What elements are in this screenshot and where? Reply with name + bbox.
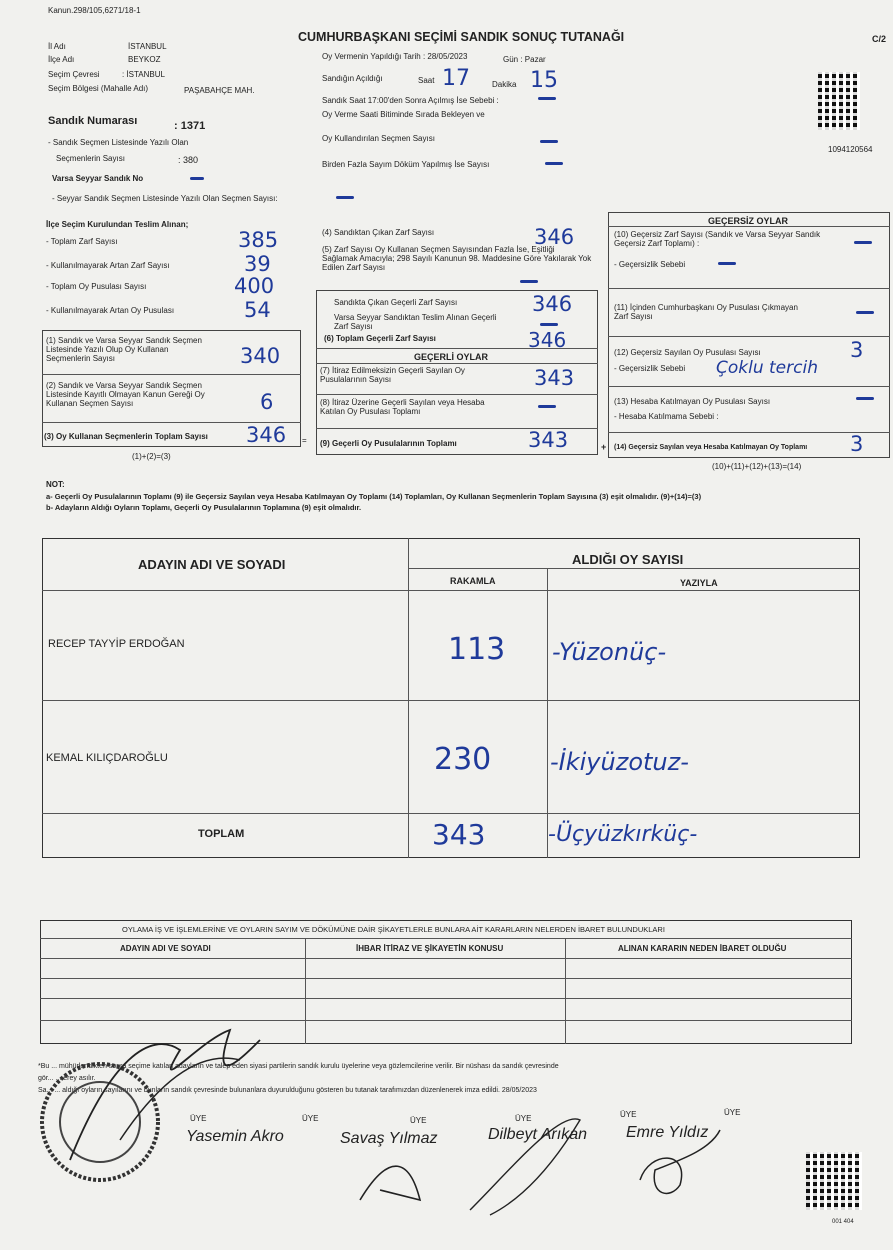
r7-label: (7) İtiraz Edilmeksizin Geçerli Sayılan Oy Pusulalarının Sayısı — [320, 366, 465, 384]
r4-value: 346 — [534, 225, 575, 249]
dakika-value: 15 — [530, 68, 558, 93]
signature-4: Emre Yıldız — [626, 1124, 709, 1141]
equals-sign: = — [302, 436, 307, 445]
r8-label: (8) İtiraz Üzerine Geçerli Sayılan veya Hesaba Katılan Oy Pusulası Toplamı — [320, 398, 485, 416]
footer-text-1: *Bu ... mühürlendikten sonra seçime katılan adayların ve talep eden siyasi partilerin sandık kurulu üyelerine veya gözlemcilerine verilir. Bir nüshası da sandık çevresinde — [38, 1063, 559, 1070]
footer-text-3: Sa... ... aldığı oyların sayılarını ve bunların sandık çevresinde bulunanlara duyurulduğunu gösteren bu tutanak tarafımızdan düzenlenerek imza edildi. 28/05/2023 — [38, 1087, 537, 1094]
r7-value: 343 — [534, 366, 575, 390]
note-a: a- Geçerli Oy Pusulalarının Toplamı (9) ile Geçersiz Sayılan veya Hesaba Katılmayan Oy Toplamı (14) Toplamları, Oy Kullanan Seçmenlerin Toplam Sayısına (3) eşit olmalıdır. (9)+(14)=(3) — [46, 492, 702, 501]
r12-sebep-value: Çoklu tercih — [716, 358, 818, 378]
left-heading: İlçe Seçim Kurulundan Teslim Alınan; — [46, 220, 189, 229]
r14-value: 3 — [850, 432, 864, 456]
gun-label: Gün : Pazar — [503, 55, 546, 64]
toplam-pusula-label: - Toplam Oy Pusulası Sayısı — [46, 282, 147, 291]
r8-dash — [538, 405, 556, 408]
il-label: İl Adı — [48, 42, 66, 51]
total-words: -Üçyüzkırküç- — [548, 822, 698, 847]
seyyar-zarf-label: Varsa Seyyar Sandıktan Teslim Alınan Geçerli Zarf Sayısı — [334, 313, 497, 331]
r11-label: (11) İçinden Cumhurbaşkanı Oy Pusulası Çıkmayan Zarf Sayısı — [614, 303, 798, 321]
r12-value: 3 — [850, 338, 864, 362]
cevre-value: : İSTANBUL — [122, 70, 165, 79]
r6-value: 346 — [528, 328, 567, 352]
toplam-zarf-value: 385 — [238, 228, 279, 252]
r10-label: (10) Geçersiz Zarf Sayısı (Sandık ve Varsa Seyyar Sandık Geçersiz Zarf Toplamı) : — [614, 230, 821, 248]
candidate-1-digits: 113 — [448, 632, 506, 667]
complaints-col2: İHBAR İTİRAZ VE ŞİKAYETİN KONUSU — [356, 944, 504, 953]
cevre-label: Seçim Çevresi — [48, 70, 100, 79]
doc-code: Kanun.298/105,6271/18-1 — [48, 6, 141, 15]
qr-code-bottom — [806, 1152, 862, 1210]
kayitli-label-1: - Sandık Seçmen Listesinde Yazılı Olan — [48, 138, 189, 147]
r14-label: (14) Geçersiz Sayılan veya Hesaba Katılmayan Oy Toplamı — [614, 444, 808, 451]
r9-label: (9) Geçerli Oy Pusulalarının Toplamı — [320, 439, 457, 448]
r10-sebep: - Geçersizlik Sebebi — [614, 260, 686, 269]
complaints-col1: ADAYIN ADI VE SOYADI — [120, 944, 211, 953]
box1-label: (1) Sandık ve Varsa Seyyar Sandık Seçmen Listesinde Yazılı Olup Oy Kullanan Seçmenlerin Sayısı — [46, 336, 202, 363]
box3-value: 346 — [246, 423, 287, 447]
gecerli-heading: GEÇERLİ OYLAR — [414, 352, 489, 362]
signature-3: Dilbeyt Arıkan — [488, 1126, 587, 1143]
bekleyen-dash — [540, 140, 558, 143]
toplam-zarf-label: - Toplam Zarf Sayısı — [46, 237, 118, 246]
ilce-label: İlçe Adı — [48, 55, 75, 64]
right-box — [608, 212, 890, 458]
birden-fazla-dash — [545, 162, 563, 165]
r9-value: 343 — [528, 428, 569, 452]
notes-title: NOT: — [46, 480, 65, 489]
complaints-heading: OYLAMA İŞ VE İŞLEMLERİNE VE OYLARIN SAYIM VE DÖKÜMÜNE DAİR ŞİKAYETLERLE BUNLARA AİT KARARLARIN NELERDEN İBARET BULUNDUKLARI — [122, 925, 665, 934]
artan-pusula-label: - Kullanılmayarak Artan Oy Pusulası — [46, 306, 175, 315]
gecersiz-heading: GEÇERSİZ OYLAR — [708, 216, 789, 226]
r12-sebep: - Geçersizlik Sebebi — [614, 364, 686, 373]
candidate-2-name: KEMAL KILIÇDAROĞLU — [46, 752, 168, 764]
bekleyen-label-1: Oy Verme Saati Bitiminde Sırada Bekleyen ve — [322, 110, 485, 119]
total-label: TOPLAM — [198, 828, 245, 840]
barcode-number: 1094120564 — [828, 145, 873, 154]
candidate-2-words: -İkiyüzotuz- — [550, 748, 689, 776]
artan-zarf-label: - Kullanılmayarak Artan Zarf Sayısı — [46, 261, 170, 270]
small-code: 001 404 — [832, 1219, 854, 1225]
dakika-label: Dakika — [492, 80, 517, 89]
member-label-1: ÜYE — [190, 1114, 207, 1123]
box1-value: 340 — [240, 344, 281, 368]
seyyar-dash — [190, 177, 204, 180]
artan-pusula-value: 54 — [244, 298, 271, 322]
complaints-col3: ALINAN KARARIN NEDEN İBARET OLDUĞU — [618, 944, 787, 953]
saat-value: 17 — [442, 66, 470, 91]
seyyar-zarf-dash — [540, 323, 558, 326]
box2-value: 6 — [260, 390, 274, 414]
signature-1: Yasemin Akro — [186, 1128, 284, 1145]
col-name-header: ADAYIN ADI VE SOYADI — [138, 557, 286, 572]
seyyar-label: Varsa Seyyar Sandık No — [52, 174, 144, 183]
col-words-header: YAZIYLA — [680, 578, 718, 588]
saat-label: Saat — [418, 76, 435, 85]
bolge-value: PAŞABAHÇE MAH. — [184, 86, 255, 95]
left-formula: (1)+(2)=(3) — [132, 452, 171, 461]
r10-dash — [854, 241, 872, 244]
candidate-2-digits: 230 — [434, 742, 492, 777]
member-signature-scribbles — [350, 1090, 750, 1220]
footer-text-2: gör... ... erey asılır. — [38, 1075, 96, 1082]
sandik-no-value: : 1371 — [174, 120, 206, 132]
r13-dash — [856, 397, 874, 400]
plus-sign: + — [601, 442, 607, 452]
signature-2: Savaş Yılmaz — [340, 1130, 438, 1147]
r12-label: (12) Geçersiz Sayılan Oy Pusulası Sayısı — [614, 348, 761, 357]
r6-label: (6) Toplam Geçerli Zarf Sayısı — [324, 334, 436, 343]
toplam-pusula-value: 400 — [234, 274, 275, 298]
sandik-no-label: Sandık Numarası — [48, 115, 138, 127]
member-label-5: ÜYE — [620, 1110, 637, 1119]
r13-sebep: - Hesaba Katılmama Sebebi : — [614, 412, 719, 421]
seyyar-liste-label: - Seyyar Sandık Seçmen Listesinde Yazılı Olan Seçmen Sayısı: — [52, 194, 278, 203]
total-digits: 343 — [432, 818, 486, 851]
r11-dash — [856, 311, 874, 314]
kayitli-label-2: Seçmenlerin Sayısı — [56, 154, 125, 163]
birden-fazla-label: Birden Fazla Sayım Döküm Yapılmış İse Sayısı — [322, 160, 490, 169]
member-label-3: ÜYE — [410, 1116, 427, 1125]
results-table — [42, 538, 860, 858]
sonra-acilmis-label: Sandık Saat 17:00'den Sonra Açılmış İse Sebebi : — [322, 96, 499, 105]
right-formula: (10)+(11)+(12)+(13)=(14) — [712, 462, 802, 471]
r5-dash — [520, 280, 538, 283]
il-value: İSTANBUL — [128, 42, 167, 51]
candidate-1-name: RECEP TAYYİP ERDOĞAN — [48, 638, 185, 650]
seyyar-liste-dash — [336, 196, 354, 199]
tarih-label: Oy Vermenin Yapıldığı Tarih : 28/05/2023 — [322, 52, 468, 61]
qr-code-top — [818, 72, 860, 130]
acildigi-label: Sandığın Açıldığı — [322, 74, 383, 83]
col-digits-header: RAKAMLA — [450, 576, 496, 586]
member-label-4: ÜYE — [515, 1114, 532, 1123]
seal-stamp-and-signatures — [30, 1020, 350, 1210]
r4-label: (4) Sandıktan Çıkan Zarf Sayısı — [322, 228, 435, 237]
note-b: b- Adayların Aldığı Oyların Toplamı, Geçerli Oy Pusulalarının Toplamına (9) eşit olmalıdır. — [46, 503, 362, 512]
box2-label: (2) Sandık ve Varsa Seyyar Sandık Seçmen Listesinde Kayıtlı Olmayan Kanun Gereği Oy Kullanan Seçmen Sayısı — [46, 381, 205, 408]
member-label-2: ÜYE — [302, 1114, 319, 1123]
r5-label: (5) Zarf Sayısı Oy Kullanan Seçmen Sayısından Fazla İse, Eşitliği Sağlamak Amacıyla; 298 Sayılı Kanunun 98. Maddesine Göre Yakılarak Yok Edilen Zarf Sayısı — [322, 245, 592, 272]
member-label-6: ÜYE — [724, 1108, 741, 1117]
col-votes-header: ALDIĞI OY SAYISI — [572, 552, 684, 567]
page-code: C/2 — [872, 34, 887, 44]
artan-zarf-value: 39 — [244, 252, 271, 276]
r13-label: (13) Hesaba Katılmayan Oy Pusulası Sayısı — [614, 397, 771, 406]
bekleyen-label-2: Oy Kullandırılan Seçmen Sayısı — [322, 134, 435, 143]
candidate-1-words: -Yüzonüç- — [552, 638, 667, 666]
kayitli-value: : 380 — [178, 155, 199, 165]
bolge-label: Seçim Bölgesi (Mahalle Adı) — [48, 84, 149, 93]
sonra-acilmis-dash — [538, 97, 556, 100]
page-title: CUMHURBAŞKANI SEÇİMİ SANDIK SONUÇ TUTANAĞI — [298, 30, 625, 44]
ilce-value: BEYKOZ — [128, 55, 161, 64]
gecerli-zarf-label: Sandıkta Çıkan Geçerli Zarf Sayısı — [334, 298, 458, 307]
r10-sebep-dash — [718, 262, 736, 265]
gecerli-zarf-value: 346 — [532, 292, 573, 316]
box3-label: (3) Oy Kullanan Seçmenlerin Toplam Sayısı — [44, 432, 208, 441]
